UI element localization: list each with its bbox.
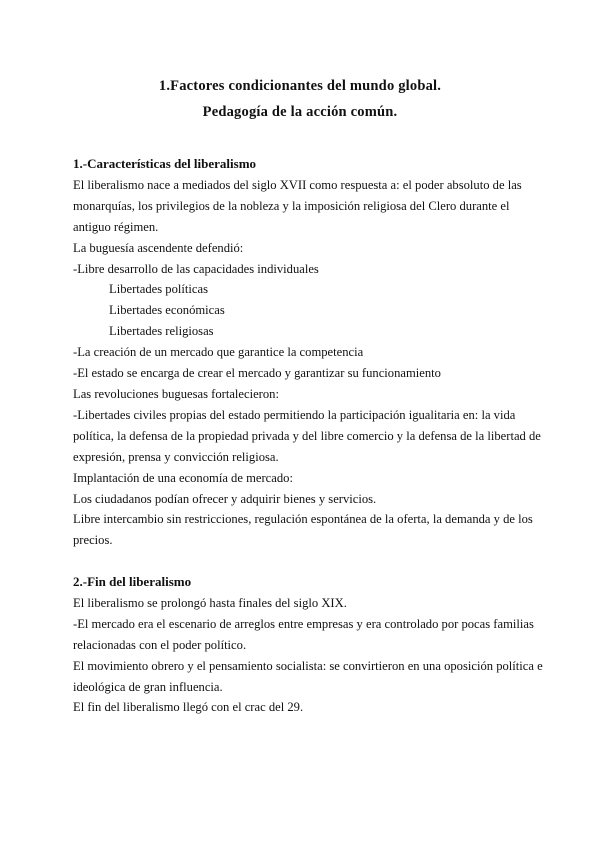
section-liberalism-characteristics [73, 154, 543, 551]
list-item: -El mercado era el escenario de arreglos entre empresas y era controlado por pocas familias relacionadas con el poder político. [73, 616, 534, 652]
sub-list-item: Libertades religiosas [109, 324, 214, 339]
paragraph: Implantación de una economía de mercado: [73, 470, 293, 485]
list-item: -Libertades civiles propias del estado permitiendo la participación igualitaria en: la vida política, la defensa de la propiedad privada y del libre comercio y la defensa de la libertad de expresión, prensa y convicción religiosa. [73, 407, 541, 464]
document-title-line-2: Pedagogía de la acción común. [202, 104, 398, 120]
section-heading: 2.-Fin del liberalismo [73, 574, 192, 589]
paragraph: El fin del liberalismo llegó con el crac del 29. [73, 700, 304, 715]
paragraph: El movimiento obrero y el pensamiento socialista: se convirtieron en una oposición política e ideológica de gran influencia. [73, 658, 543, 694]
paragraph: El liberalismo se prolongó hasta finales del siglo XIX. [73, 595, 347, 610]
list-item: -El estado se encarga de crear el mercado y garantizar su funcionamiento [73, 366, 441, 381]
paragraph: Las revoluciones buguesas fortalecieron: [73, 386, 279, 401]
paragraph: La buguesía ascendente defendió: [73, 240, 244, 255]
paragraph: Libre intercambio sin restricciones, regulación espontánea de la oferta, la demanda y de los precios. [73, 512, 533, 548]
paragraph: El liberalismo nace a mediados del siglo XVII como respuesta a: el poder absoluto de las monarquías, los privilegios de la nobleza y la imposición religiosa del Clero durante el antiguo régimen. [73, 177, 522, 234]
section-heading: 1.-Características del liberalismo [73, 156, 257, 171]
sub-list-item: Libertades políticas [109, 282, 208, 297]
paragraph: Los ciudadanos podían ofrecer y adquirir bienes y servicios. [73, 491, 377, 506]
section-end-of-liberalism [73, 572, 543, 718]
list-item: -Libre desarrollo de las capacidades individuales [73, 261, 319, 276]
list-item: -La creación de un mercado que garantice la competencia [73, 345, 364, 360]
sub-list-item: Libertades económicas [109, 303, 225, 318]
document-title-line-1: 1.Factores condicionantes del mundo global. [158, 78, 442, 94]
